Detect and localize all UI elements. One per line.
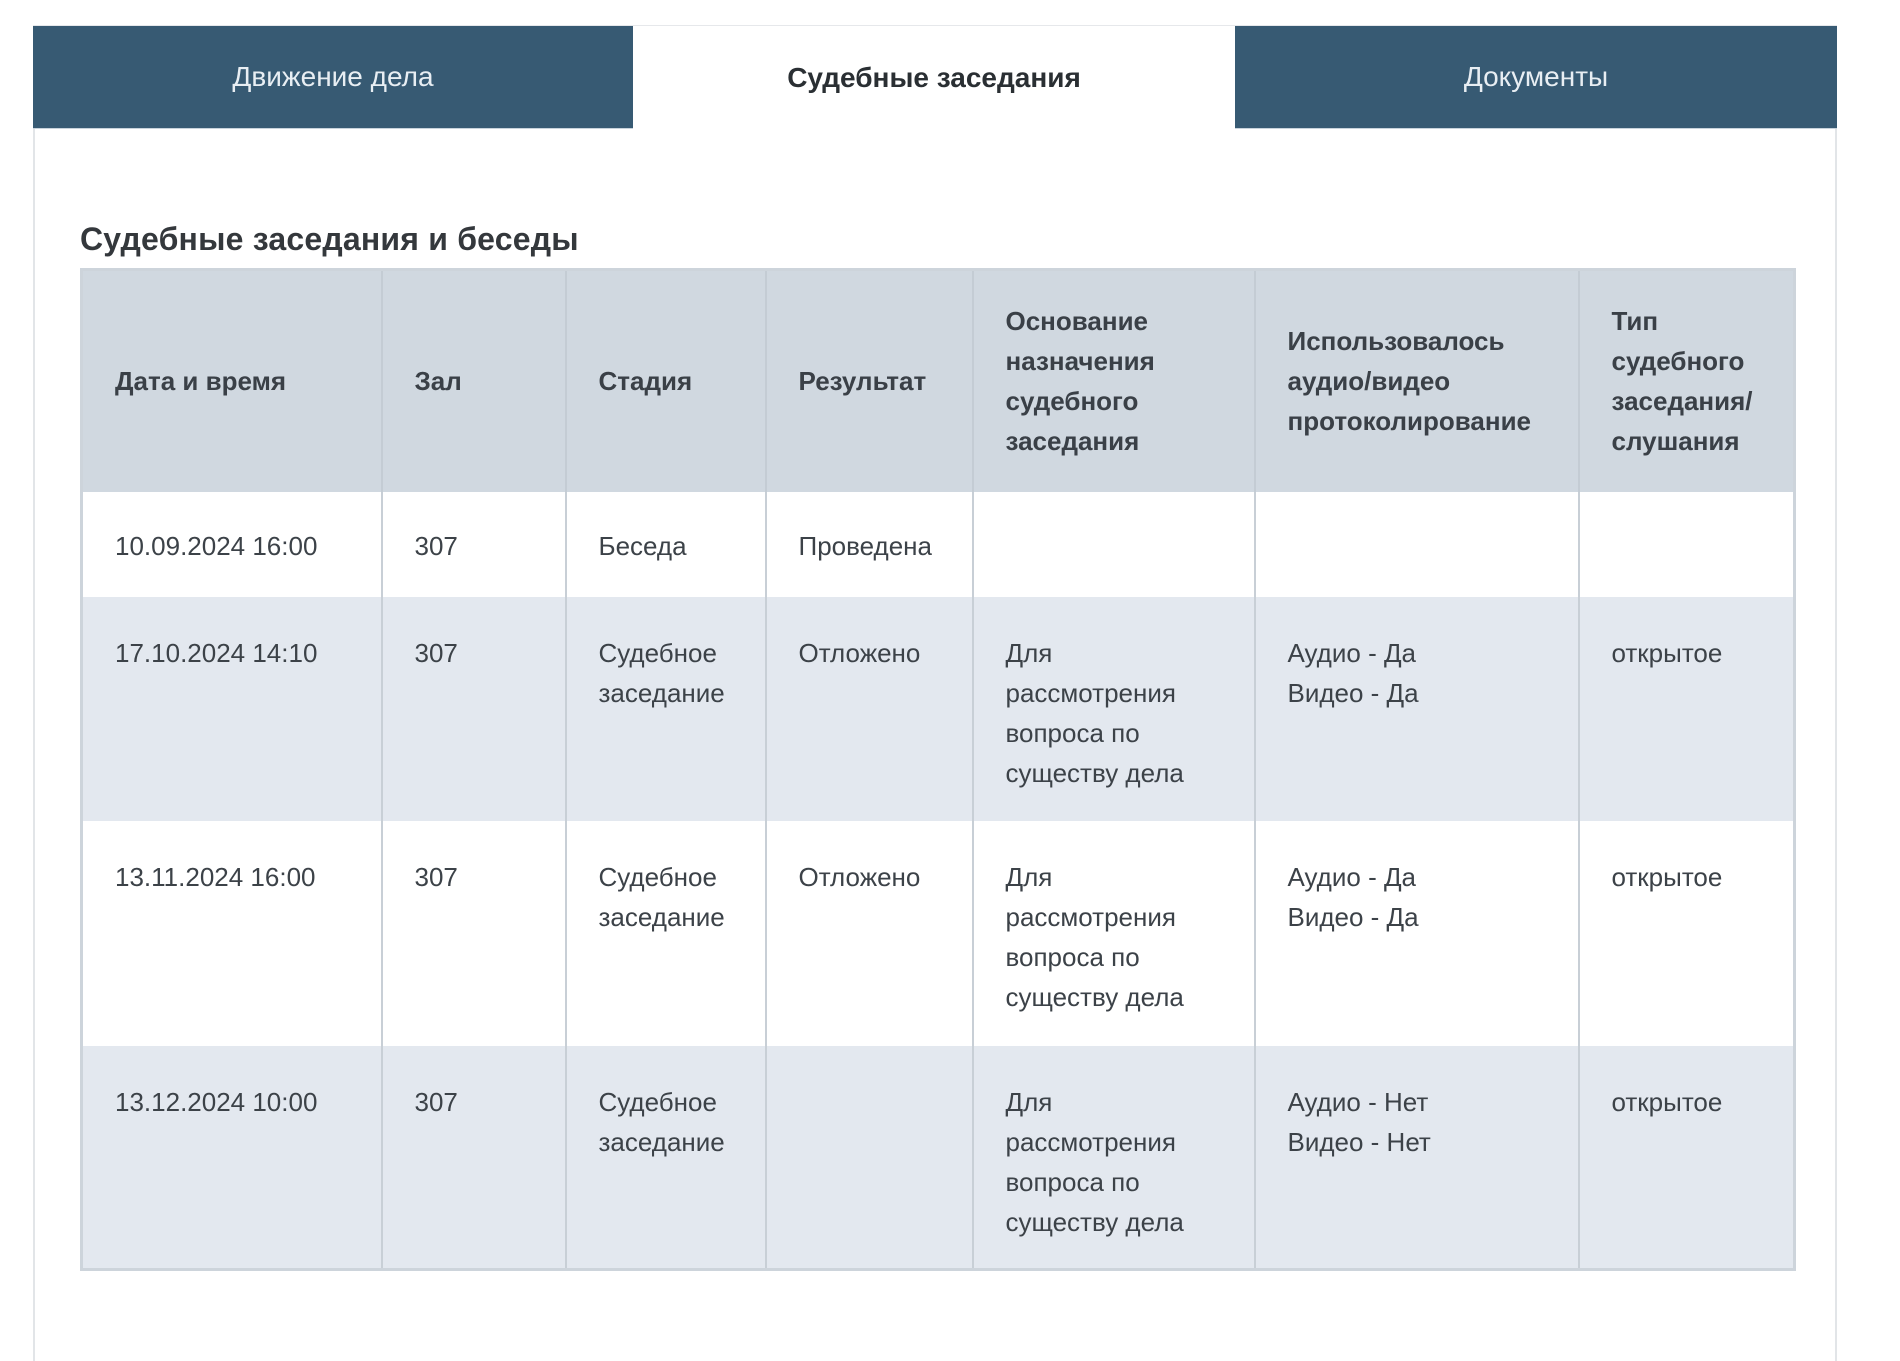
header-text: Тип xyxy=(1611,306,1659,337)
cell-stage xyxy=(566,1046,766,1270)
header-text: слушания xyxy=(1611,426,1740,457)
cell-text: Для xyxy=(1005,861,1053,892)
cell-result xyxy=(766,1046,973,1270)
header-text: судебного xyxy=(1611,346,1745,377)
header-session-type xyxy=(1579,270,1795,492)
cell-text: Аудио - Да xyxy=(1287,861,1417,892)
header-text: Основание xyxy=(1005,306,1149,337)
header-stage xyxy=(566,270,766,492)
cell-text: вопроса по xyxy=(1005,1166,1140,1197)
header-text: аудио/видео xyxy=(1287,366,1451,397)
table-header-row xyxy=(82,270,1795,492)
header-text: Стадия xyxy=(598,366,693,397)
cell-text: Судебное xyxy=(598,637,717,668)
table-row xyxy=(82,821,1795,1046)
header-text: заседания/ xyxy=(1611,386,1753,417)
cell-result: Отложено xyxy=(766,597,973,821)
cell-recording xyxy=(1255,597,1579,821)
cell-hall: 307 xyxy=(382,492,566,597)
tab-bar xyxy=(33,25,1837,130)
cell-text: Беседа xyxy=(598,530,687,561)
header-result xyxy=(766,270,973,492)
cell-text: Аудио - Да xyxy=(1287,637,1417,668)
cell-result: Проведена xyxy=(766,492,973,597)
cell-session-type: открытое xyxy=(1579,1046,1795,1270)
cell-text: вопроса по xyxy=(1005,717,1140,748)
cell-text: существу дела xyxy=(1005,757,1184,788)
cell-text: вопроса по xyxy=(1005,941,1140,972)
header-hall xyxy=(382,270,566,492)
cell-result: Отложено xyxy=(766,821,973,1046)
header-recording xyxy=(1255,270,1579,492)
cell-text: Видео - Да xyxy=(1287,901,1419,932)
header-text: судебного xyxy=(1005,386,1139,417)
cell-basis xyxy=(973,492,1255,597)
cell-text: Аудио - Нет xyxy=(1287,1086,1429,1117)
header-text: назначения xyxy=(1005,346,1155,377)
cell-stage xyxy=(566,597,766,821)
table-row xyxy=(82,597,1795,821)
tab-documents[interactable]: Документы xyxy=(1235,26,1837,130)
cell-text: рассмотрения xyxy=(1005,901,1176,932)
cell-text: Для xyxy=(1005,637,1053,668)
cell-datetime: 13.11.2024 16:00 xyxy=(82,821,382,1046)
cell-datetime: 17.10.2024 14:10 xyxy=(82,597,382,821)
cell-session-type: открытое xyxy=(1579,821,1795,1046)
case-page xyxy=(33,25,1837,1361)
cell-datetime: 10.09.2024 16:00 xyxy=(82,492,382,597)
table-row xyxy=(82,492,1795,597)
cell-basis xyxy=(973,821,1255,1046)
cell-stage xyxy=(566,492,766,597)
header-text: протоколирование xyxy=(1287,406,1532,437)
cell-recording xyxy=(1255,1046,1579,1270)
cell-text: существу дела xyxy=(1005,981,1184,1012)
cell-session-type xyxy=(1579,492,1795,597)
header-text: Зал xyxy=(414,366,462,397)
cell-text: заседание xyxy=(598,677,725,708)
cell-text: Для xyxy=(1005,1086,1053,1117)
header-datetime xyxy=(82,270,382,492)
cell-hall: 307 xyxy=(382,821,566,1046)
court-sessions-panel xyxy=(33,129,1837,1361)
cell-stage xyxy=(566,821,766,1046)
header-text: заседания xyxy=(1005,426,1140,457)
cell-basis xyxy=(973,597,1255,821)
header-basis xyxy=(973,270,1255,492)
cell-datetime: 13.12.2024 10:00 xyxy=(82,1046,382,1270)
cell-text: заседание xyxy=(598,901,725,932)
cell-session-type: открытое xyxy=(1579,597,1795,821)
header-text: Результат xyxy=(798,366,927,397)
tab-case-movement[interactable]: Движение дела xyxy=(33,26,633,130)
cell-recording xyxy=(1255,492,1579,597)
section-title: Судебные заседания и беседы xyxy=(80,221,579,257)
cell-text: Судебное xyxy=(598,861,717,892)
cell-text: рассмотрения xyxy=(1005,677,1176,708)
cell-text: заседание xyxy=(598,1126,725,1157)
cell-text: Видео - Да xyxy=(1287,677,1419,708)
cell-text: существу дела xyxy=(1005,1206,1184,1237)
cell-recording xyxy=(1255,821,1579,1046)
cell-hall: 307 xyxy=(382,1046,566,1270)
cell-text: Видео - Нет xyxy=(1287,1126,1431,1157)
cell-text: Судебное xyxy=(598,1086,717,1117)
cell-basis xyxy=(973,1046,1255,1270)
cell-text: рассмотрения xyxy=(1005,1126,1176,1157)
table-row xyxy=(82,1046,1795,1270)
header-text: Дата и время xyxy=(115,366,286,397)
tab-court-sessions[interactable]: Судебные заседания xyxy=(633,26,1235,130)
court-sessions-table xyxy=(80,268,1796,1271)
cell-hall: 307 xyxy=(382,597,566,821)
header-text: Использовалось xyxy=(1287,326,1505,357)
